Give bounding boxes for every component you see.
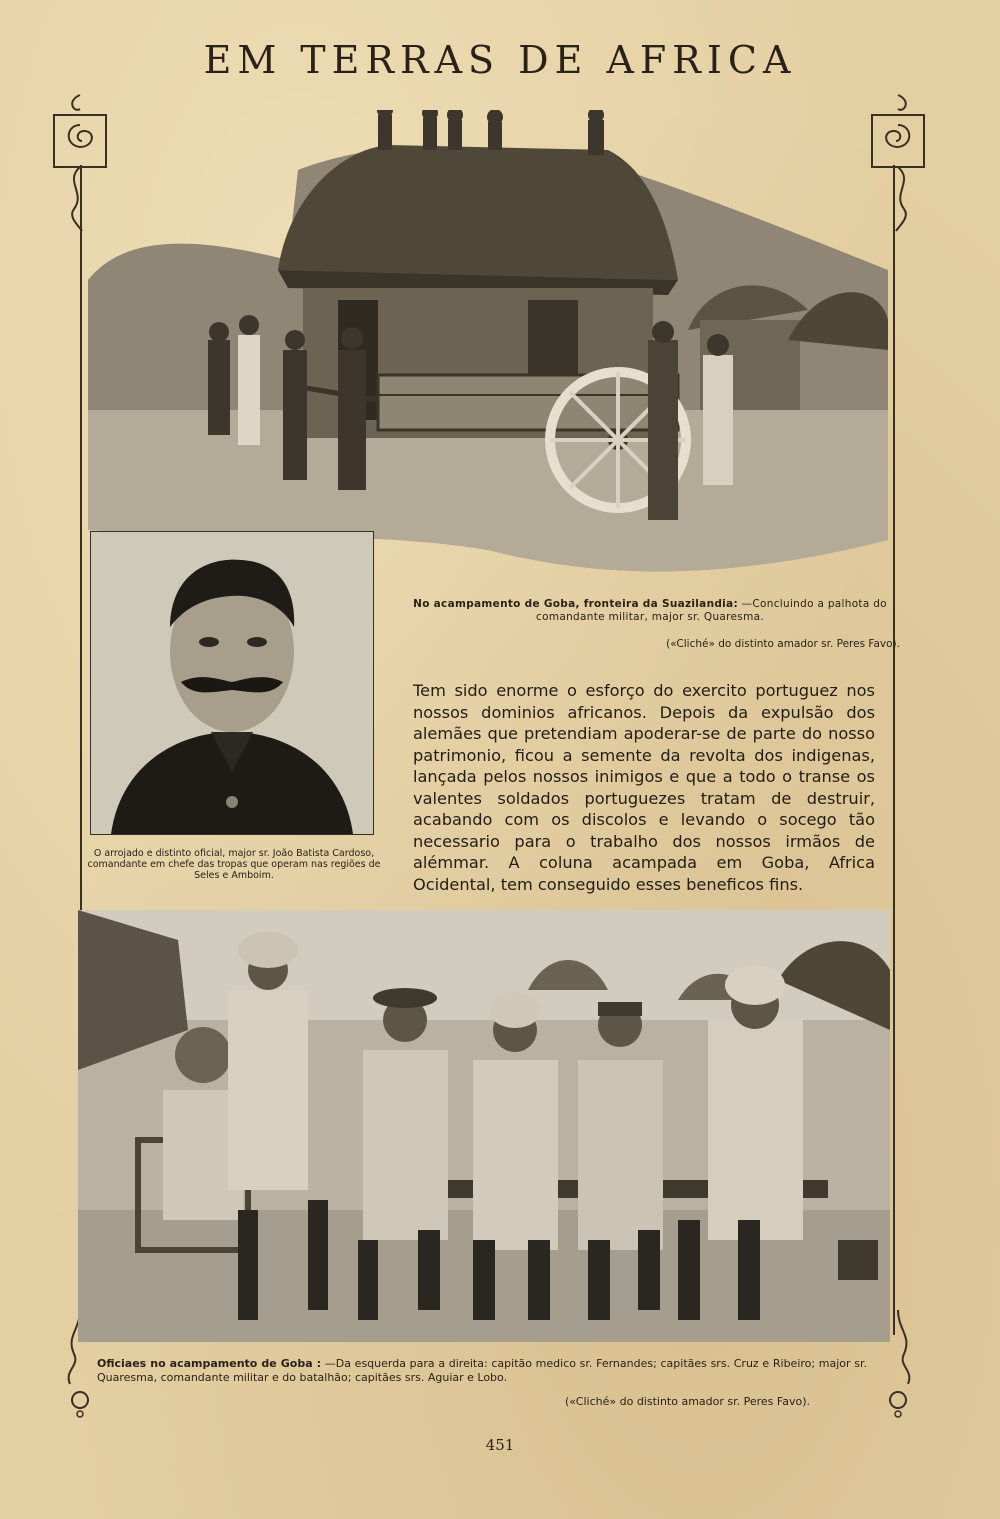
- top-photo-credit: («Cliché» do distinto amador sr. Peres Favo).: [666, 638, 900, 650]
- page-number: 451: [485, 1436, 515, 1454]
- page-title: EM TERRAS DE AFRICA: [203, 38, 797, 82]
- bottom-photo-officers: [78, 910, 890, 1342]
- bottom-photo-credit: («Cliché» do distinto amador sr. Peres Favo).: [564, 1395, 810, 1408]
- portrait-photo-officer: [90, 531, 374, 835]
- top-photo-caption-text: —Concluindo a palhota do comandante militar, major sr. Quaresma.: [536, 598, 887, 623]
- top-photo-caption-bold: No acampamento de Goba, fronteira da Suazilandia:: [413, 598, 738, 610]
- top-photo-camp-hut: [88, 110, 888, 580]
- bottom-photo-caption-bold: Oficiaes no acampamento de Goba :: [97, 1357, 322, 1370]
- frame-right-border: [893, 165, 895, 1335]
- bottom-photo-caption: [97, 1357, 867, 1385]
- bottom-photo-caption-text: —Da esquerda para a direita: capitão medico sr. Fernandes; capitães srs. Cruz e Ribeiro; major sr. Quaresma, comandante militar e do batalhão; capitães srs. Aguiar e Lobo.: [97, 1357, 867, 1384]
- article-body: Tem sido enorme o esforço do exercito portuguez nos nossos dominios africanos. Depois da expulsão dos alemães que pretendiam apoderar-se de parte do nosso patrimonio, ficou a semente da revolta dos indigenas, lançada pelos nossos inimigos e que a todo o transe os valentes soldados portuguezes tratam de destruir, acabando com os discolos e levando o socego tão necessario para o trabalho dos nossos irmãos de alémmar. A coluna acampada em Goba, Africa Ocidental, tem conseguido esses beneficos fins.: [413, 681, 875, 894]
- portrait-caption: O arrojado e distinto oficial, major sr. João Batista Cardoso, comandante em chefe das tropas que operam nas regiões de Seles e Amboim.: [87, 848, 381, 881]
- top-photo-caption: [405, 598, 895, 624]
